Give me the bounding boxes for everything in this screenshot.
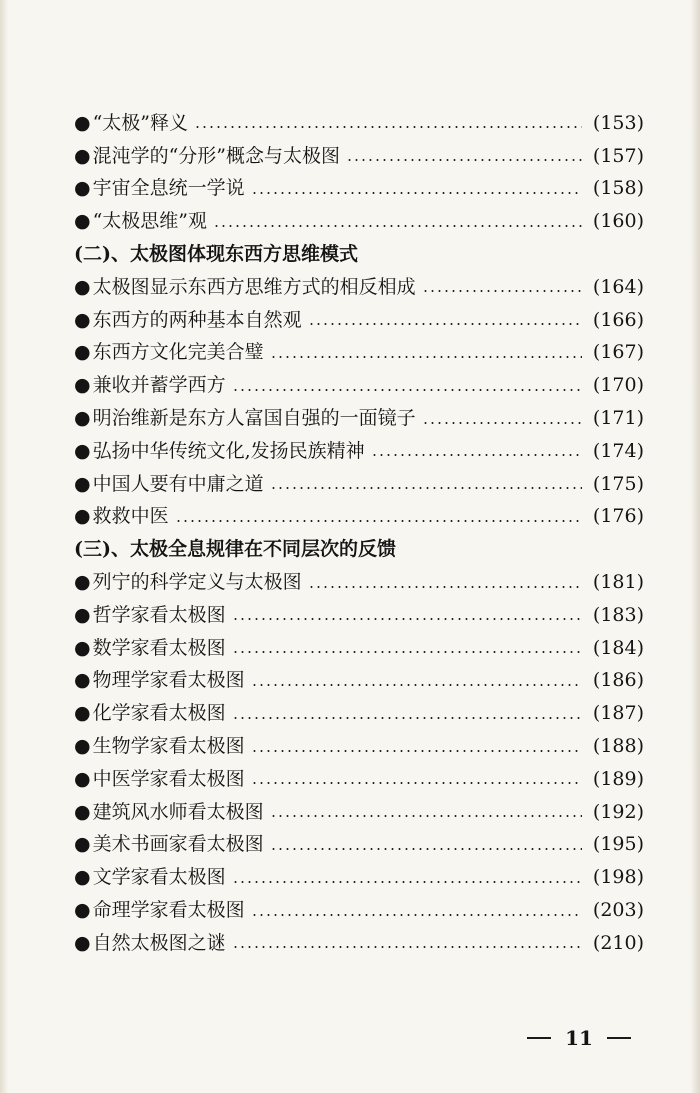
bullet-icon: ● — [74, 669, 91, 692]
toc-entry[interactable] — [74, 402, 644, 435]
toc-entry-page: (186) — [592, 669, 644, 692]
toc-entry-page: (174) — [592, 439, 644, 462]
dot-leader — [251, 684, 582, 686]
toc-entry-title: 数学家看太极图 — [92, 636, 226, 659]
toc-entry[interactable] — [74, 435, 644, 468]
bullet-icon: ● — [74, 571, 91, 594]
toc-entry-page: (176) — [592, 505, 644, 528]
toc-entry[interactable] — [74, 107, 644, 140]
dot-leader — [232, 881, 582, 883]
toc-entry-page: (187) — [592, 702, 644, 725]
bullet-icon: ● — [74, 439, 91, 462]
dot-leader — [308, 323, 582, 325]
toc-entry[interactable] — [74, 337, 644, 370]
dot-leader — [270, 848, 582, 850]
bullet-icon: ● — [74, 505, 91, 528]
section-heading: (二)、太极图体现东西方思维模式 — [74, 243, 358, 266]
toc-entry[interactable] — [74, 730, 644, 763]
toc-entry[interactable] — [74, 697, 644, 730]
bullet-icon: ● — [74, 177, 91, 200]
dot-leader — [232, 946, 582, 948]
toc-entry-title: 太极图显示东西方思维方式的相反相成 — [92, 275, 416, 298]
toc-entry-title: 明治维新是东方人富国自强的一面镜子 — [92, 407, 416, 430]
toc-entry-page: (158) — [592, 177, 644, 200]
toc-entry[interactable] — [74, 894, 644, 927]
toc-entry[interactable] — [74, 205, 644, 238]
footer-left-dash — [527, 1037, 551, 1039]
toc-entry-page: (167) — [592, 341, 644, 364]
toc-entry[interactable] — [74, 271, 644, 304]
footer-right-dash — [607, 1037, 631, 1039]
toc-entry-page: (188) — [592, 735, 644, 758]
dot-leader — [422, 290, 582, 292]
toc-entry-page: (183) — [592, 603, 644, 626]
toc-entry[interactable] — [74, 796, 644, 829]
bullet-icon: ● — [74, 800, 91, 823]
dot-leader — [175, 520, 582, 522]
toc-entry-page: (203) — [592, 899, 644, 922]
dot-leader — [371, 454, 582, 456]
toc-entry-title: 救救中医 — [92, 505, 169, 528]
bullet-icon: ● — [74, 374, 91, 397]
table-of-contents — [74, 107, 644, 960]
dot-leader — [251, 750, 582, 752]
bullet-icon: ● — [74, 735, 91, 758]
toc-entry[interactable] — [74, 829, 644, 862]
bullet-icon: ● — [74, 111, 91, 134]
toc-entry[interactable] — [74, 632, 644, 665]
toc-entry-page: (160) — [592, 210, 644, 233]
toc-entry-title: “太极思维”观 — [92, 210, 208, 233]
toc-entry-page: (166) — [592, 308, 644, 331]
toc-entry-page: (198) — [592, 866, 644, 889]
dot-leader — [270, 487, 582, 489]
dot-leader — [270, 356, 582, 358]
bullet-icon: ● — [74, 341, 91, 364]
dot-leader — [422, 422, 582, 424]
toc-entry-page: (184) — [592, 636, 644, 659]
toc-entry-title: 哲学家看太极图 — [92, 603, 226, 626]
bullet-icon: ● — [74, 308, 91, 331]
toc-entry-title: 东西方文化完美合璧 — [92, 341, 264, 364]
dot-leader — [346, 159, 582, 161]
toc-entry-title: 东西方的两种基本自然观 — [92, 308, 302, 331]
toc-entry-page: (181) — [592, 571, 644, 594]
bullet-icon: ● — [74, 407, 91, 430]
toc-entry[interactable] — [74, 140, 644, 173]
page-number: 11 — [565, 1026, 593, 1050]
toc-entry[interactable] — [74, 468, 644, 501]
section-heading: (三)、太极全息规律在不同层次的反馈 — [74, 538, 396, 561]
toc-entry-title: 物理学家看太极图 — [92, 669, 245, 692]
dot-leader — [251, 914, 582, 916]
toc-entry[interactable] — [74, 566, 644, 599]
bullet-icon: ● — [74, 472, 91, 495]
toc-entry-title: 混沌学的“分形”概念与太极图 — [92, 144, 341, 167]
dot-leader — [270, 815, 582, 817]
toc-entry-page: (157) — [592, 144, 644, 167]
page-left-edge — [0, 0, 8, 1093]
toc-entry-title: 列宁的科学定义与太极图 — [92, 571, 302, 594]
toc-entry-page: (195) — [592, 833, 644, 856]
toc-entry-title: 中国人要有中庸之道 — [92, 472, 264, 495]
bullet-icon: ● — [74, 702, 91, 725]
bullet-icon: ● — [74, 866, 91, 889]
toc-entry-page: (164) — [592, 275, 644, 298]
bullet-icon: ● — [74, 767, 91, 790]
toc-entry-page: (153) — [592, 111, 644, 134]
toc-entry[interactable] — [74, 173, 644, 206]
toc-entry-title: 美术书画家看太极图 — [92, 833, 264, 856]
dot-leader — [232, 618, 582, 620]
toc-entry-title: 自然太极图之谜 — [92, 931, 226, 954]
dot-leader — [251, 782, 582, 784]
toc-entry-page: (189) — [592, 767, 644, 790]
toc-entry-page: (192) — [592, 800, 644, 823]
bullet-icon: ● — [74, 144, 91, 167]
dot-leader — [232, 717, 582, 719]
toc-entry[interactable] — [74, 501, 644, 534]
toc-entry-title: 中医学家看太极图 — [92, 767, 245, 790]
bullet-icon: ● — [74, 603, 91, 626]
bullet-icon: ● — [74, 833, 91, 856]
toc-entry[interactable] — [74, 927, 644, 960]
toc-entry[interactable] — [74, 599, 644, 632]
toc-entry-title: 生物学家看太极图 — [92, 735, 245, 758]
toc-entry[interactable] — [74, 304, 644, 337]
toc-entry-title: 文学家看太极图 — [92, 866, 226, 889]
toc-entry-title: 化学家看太极图 — [92, 702, 226, 725]
dot-leader — [308, 586, 582, 588]
toc-entry[interactable] — [74, 861, 644, 894]
toc-entry-title: 弘扬中华传统文化,发扬民族精神 — [92, 439, 365, 462]
bullet-icon: ● — [74, 931, 91, 954]
toc-entry-title: 命理学家看太极图 — [92, 899, 245, 922]
bullet-icon: ● — [74, 210, 91, 233]
toc-entry[interactable] — [74, 763, 644, 796]
dot-leader — [251, 192, 582, 194]
page-right-edge — [690, 0, 700, 1093]
toc-entry-page: (175) — [592, 472, 644, 495]
toc-entry-page: (210) — [592, 931, 644, 954]
bullet-icon: ● — [74, 636, 91, 659]
toc-entry-title: 建筑风水师看太极图 — [92, 800, 264, 823]
dot-leader — [232, 389, 582, 391]
toc-entry-page: (171) — [592, 407, 644, 430]
bullet-icon: ● — [74, 899, 91, 922]
dot-leader — [194, 126, 582, 128]
dot-leader — [213, 225, 582, 227]
toc-entry-title: 宇宙全息统一学说 — [92, 177, 245, 200]
toc-entry-title: “太极”释义 — [92, 111, 189, 134]
bullet-icon: ● — [74, 275, 91, 298]
toc-entry-page: (170) — [592, 374, 644, 397]
page-footer — [524, 1026, 634, 1050]
toc-entry[interactable] — [74, 665, 644, 698]
toc-entry-title: 兼收并蓄学西方 — [92, 374, 226, 397]
toc-entry[interactable] — [74, 369, 644, 402]
dot-leader — [232, 651, 582, 653]
